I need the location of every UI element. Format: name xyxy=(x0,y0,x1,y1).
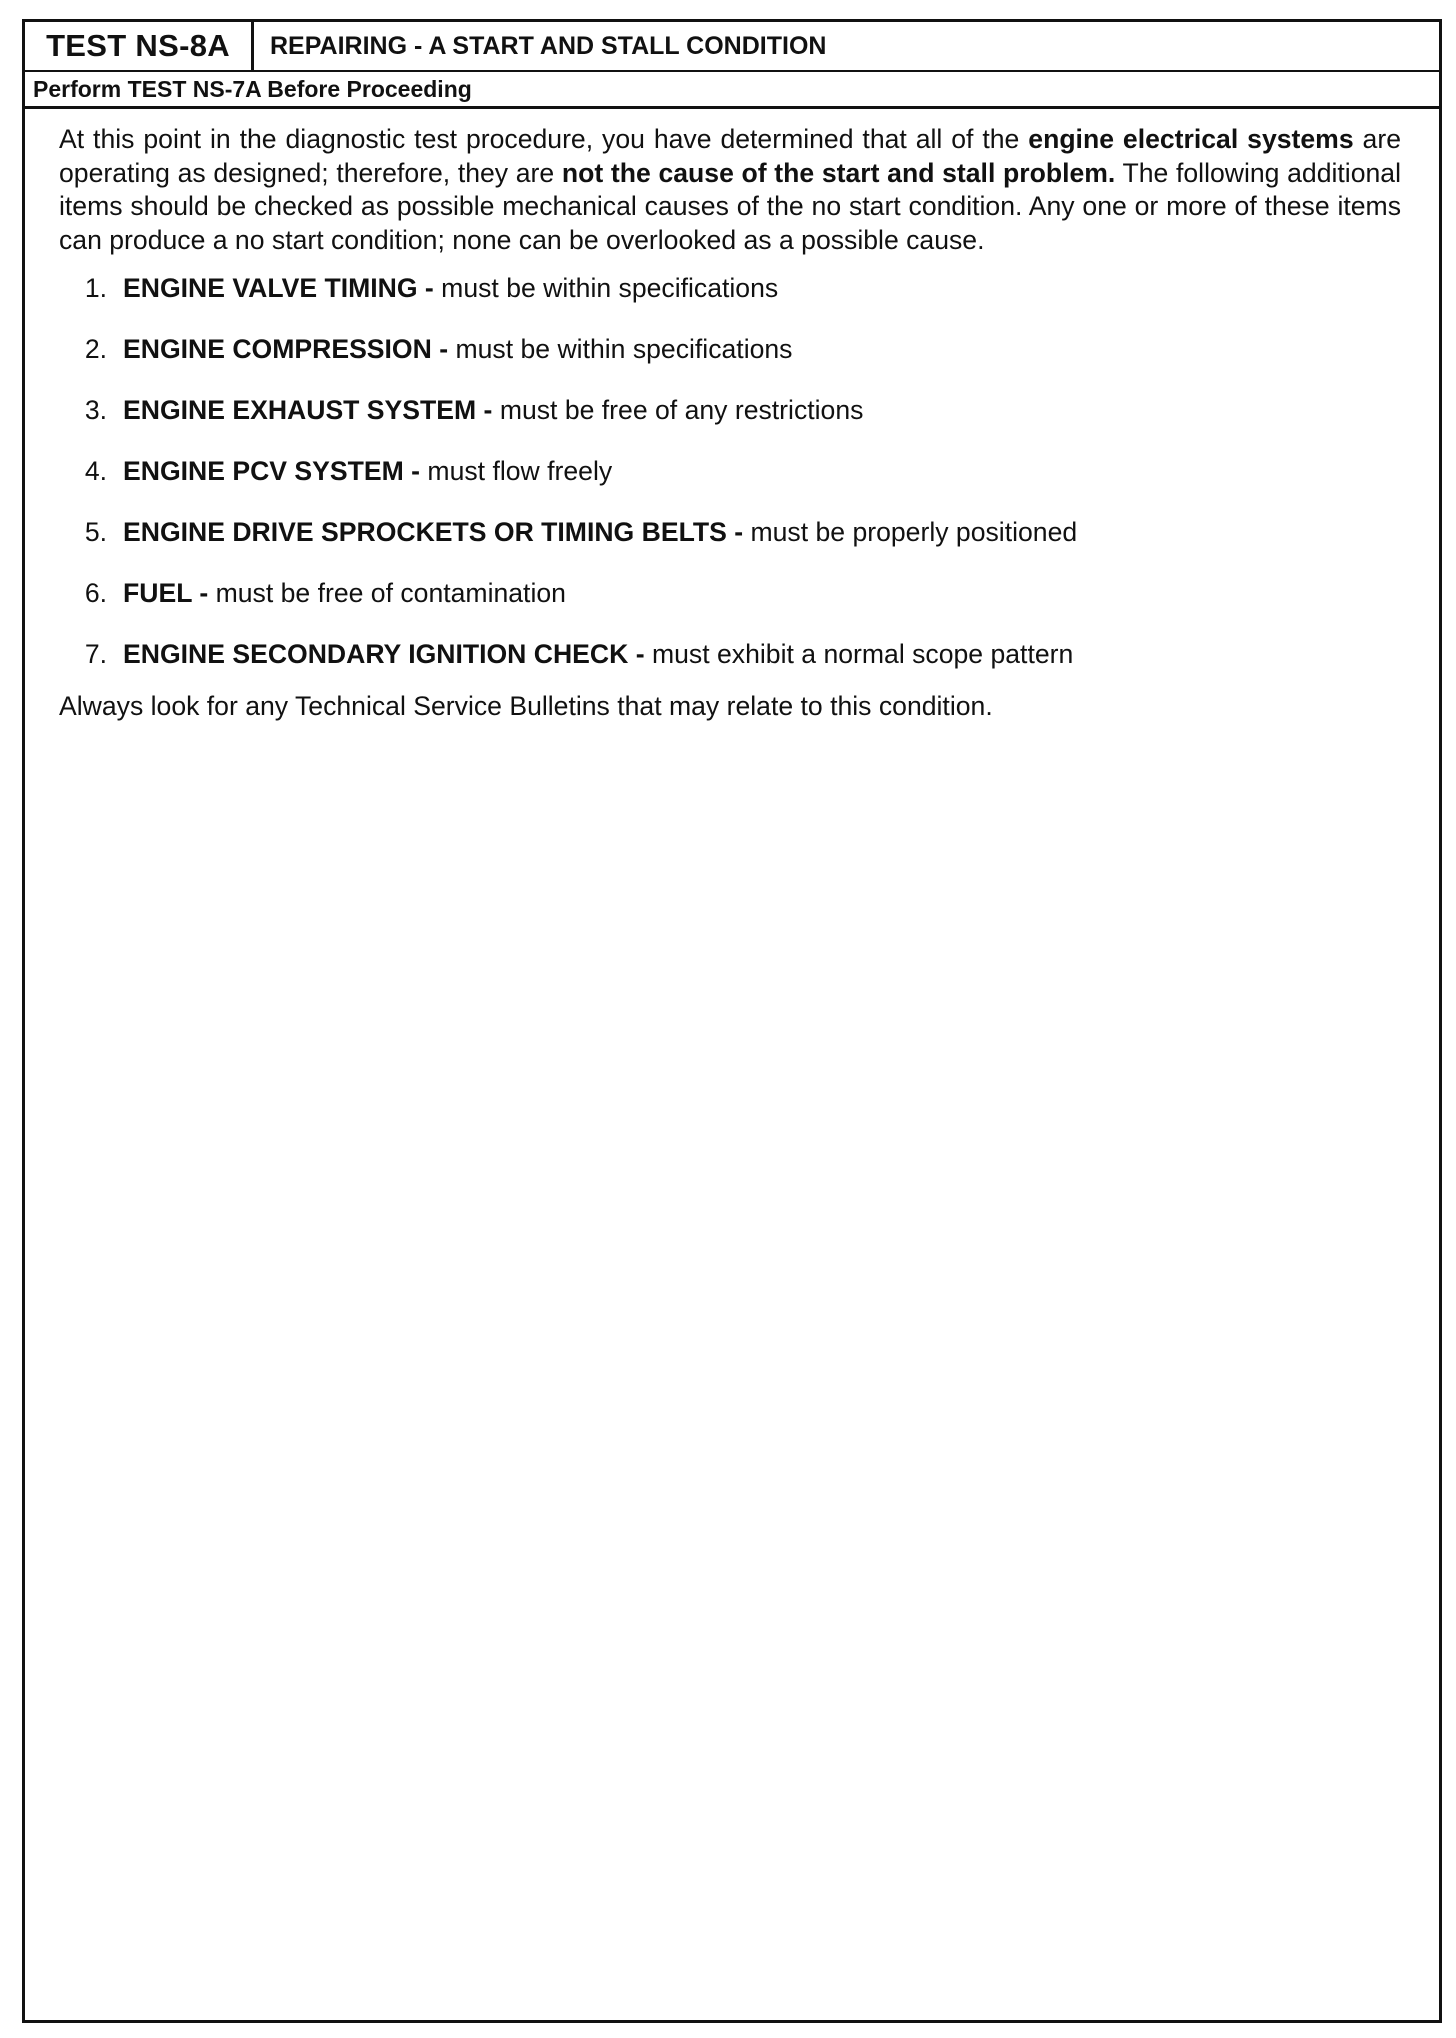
item-description: must be within specifications xyxy=(441,273,779,303)
list-item xyxy=(59,393,1401,427)
test-title: REPAIRING - A START AND STALL CONDITION xyxy=(270,31,827,60)
item-separator: - xyxy=(191,578,216,608)
item-number: 4. xyxy=(84,456,107,486)
intro-emphasis-2: not the cause of the start and stall problem. xyxy=(561,157,1116,188)
item-description: must flow freely xyxy=(427,456,613,486)
header-row xyxy=(25,22,1439,72)
item-title: ENGINE COMPRESSION xyxy=(123,334,432,364)
item-separator: - xyxy=(726,517,751,547)
item-separator: - xyxy=(403,456,428,486)
item-number: 6. xyxy=(84,578,107,608)
item-content xyxy=(123,637,1073,671)
item-number: 2. xyxy=(84,334,107,364)
item-content xyxy=(123,576,566,610)
item-description: must be free of contamination xyxy=(215,578,566,608)
intro-paragraph xyxy=(59,123,1401,257)
list-item xyxy=(59,515,1401,549)
document-frame xyxy=(22,19,1442,2023)
item-number: 3. xyxy=(84,395,107,425)
intro-emphasis-1: engine electrical systems xyxy=(1028,124,1354,154)
prerequisite-note: Perform TEST NS-7A Before Proceeding xyxy=(25,72,1439,109)
item-title: ENGINE SECONDARY IGNITION CHECK xyxy=(123,639,629,669)
item-content xyxy=(123,271,778,305)
item-content xyxy=(123,515,1077,549)
item-description: must exhibit a normal scope pattern xyxy=(651,639,1074,669)
test-id: TEST NS-8A xyxy=(25,22,254,70)
check-items-list xyxy=(59,271,1401,671)
item-number: 5. xyxy=(84,517,107,547)
item-content xyxy=(123,393,863,427)
item-title: FUEL xyxy=(123,578,192,608)
item-number: 1. xyxy=(84,273,107,303)
list-item xyxy=(59,332,1401,366)
intro-text-1: At this point in the diagnostic test procedure, you have determined that all of the xyxy=(59,124,1029,154)
item-title: ENGINE DRIVE SPROCKETS OR TIMING BELTS xyxy=(123,517,727,547)
item-description: must be free of any restrictions xyxy=(499,395,864,425)
item-content xyxy=(123,332,792,366)
item-title: ENGINE EXHAUST SYSTEM xyxy=(123,395,477,425)
item-title: ENGINE PCV SYSTEM xyxy=(123,456,404,486)
item-description: must be within specifications xyxy=(455,334,793,364)
item-content xyxy=(123,454,612,488)
item-title: ENGINE VALVE TIMING xyxy=(123,273,418,303)
list-item xyxy=(59,271,1401,305)
item-separator: - xyxy=(628,639,652,669)
item-number: 7. xyxy=(84,639,107,669)
content-area xyxy=(25,109,1439,723)
item-separator: - xyxy=(417,273,442,303)
list-item xyxy=(59,454,1401,488)
list-item xyxy=(59,576,1401,610)
item-separator: - xyxy=(476,395,500,425)
intro-text-2: are operating as designed; therefore, they are xyxy=(59,124,1401,188)
intro-text-3: The following additional items should be checked as possible mechanical causes of the no start condition. Any one or more of these items can produce a no start condition; none can be overlooked as a possible cause. xyxy=(59,157,1401,255)
item-separator: - xyxy=(431,334,456,364)
list-item xyxy=(59,637,1401,671)
item-description: must be properly positioned xyxy=(750,517,1078,547)
closing-note: Always look for any Technical Service Bulletins that may relate to this condition. xyxy=(59,691,993,721)
